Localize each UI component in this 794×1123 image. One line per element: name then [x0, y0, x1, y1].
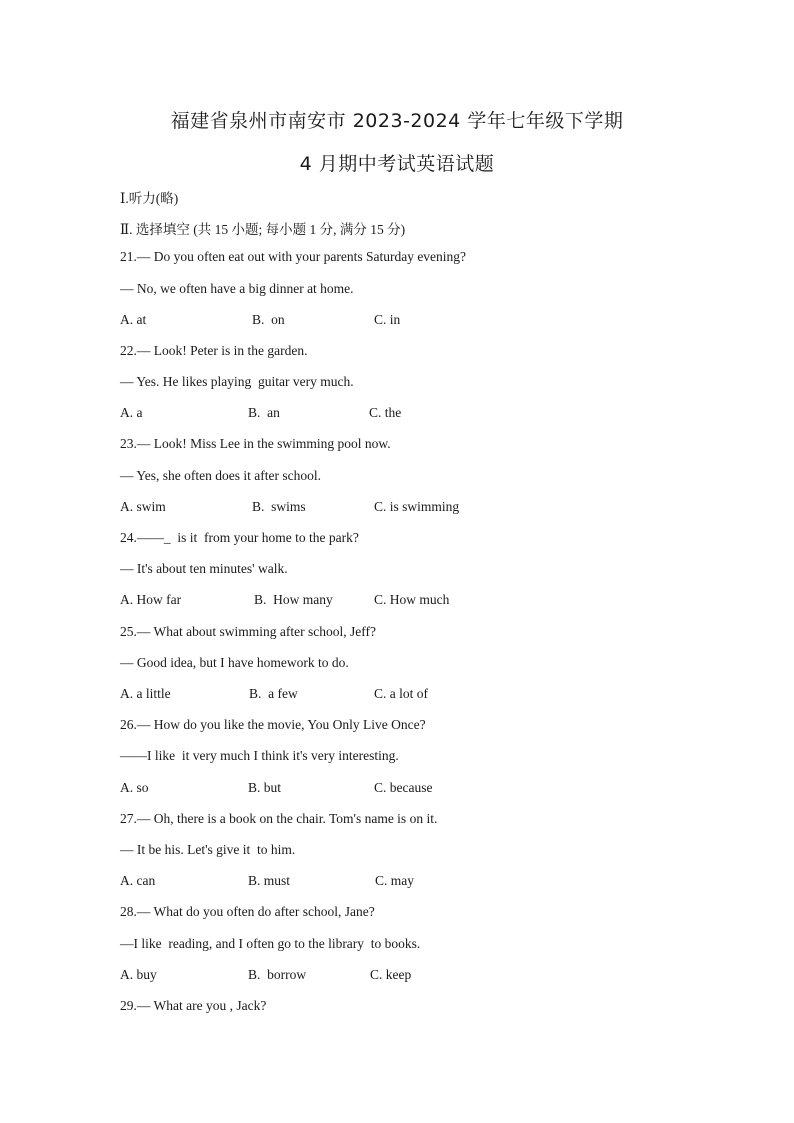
question-23: 23.— Look! Miss Lee in the swimming pool now. — [120, 436, 391, 451]
option-23-c: C. is swimming — [374, 499, 460, 514]
response-25: — Good idea, but I have homework to do. — [120, 655, 349, 670]
section-multiple-choice: Ⅱ. 选择填空 (共 15 小题; 每小题 1 分, 满分 15 分) — [120, 222, 406, 237]
option-21-b: B. on — [252, 312, 285, 327]
section-listening: Ⅰ.听力(略) — [120, 191, 179, 206]
option-27-c: C. may — [375, 873, 414, 888]
option-26-b: B. but — [248, 780, 282, 795]
option-21-a: A. at — [120, 312, 147, 327]
option-24-c: C. How much — [374, 592, 450, 607]
option-24-a: A. How far — [120, 592, 182, 607]
option-25-b: B. a few — [249, 686, 298, 701]
response-22: — Yes. He likes playing guitar very much. — [120, 374, 354, 389]
option-24-b: B. How many — [254, 592, 333, 607]
option-26-c: C. because — [374, 780, 433, 795]
response-24: — It's about ten minutes' walk. — [120, 561, 288, 576]
option-22-c: C. the — [369, 405, 402, 420]
option-23-b: B. swims — [252, 499, 306, 514]
question-25: 25.— What about swimming after school, Jeff? — [120, 624, 376, 639]
document-title-line2: 4 月期中考试英语试题 — [299, 153, 495, 175]
response-21: — No, we often have a big dinner at home. — [120, 281, 354, 296]
option-23-a: A. swim — [120, 499, 166, 514]
option-26-a: A. so — [120, 780, 149, 795]
response-27: — It be his. Let's give it to him. — [120, 842, 296, 857]
option-28-a: A. buy — [120, 967, 157, 982]
option-25-a: A. a little — [120, 686, 171, 701]
question-26: 26.— How do you like the movie, You Only Live Once? — [120, 717, 426, 732]
response-23: — Yes, she often does it after school. — [120, 468, 321, 483]
response-26: ——I like it very much I think it's very interesting. — [120, 748, 399, 763]
question-21: 21.— Do you often eat out with your parents Saturday evening? — [120, 249, 467, 264]
question-24: 24.——_ is it from your home to the park? — [120, 530, 359, 545]
question-22: 22.— Look! Peter is in the garden. — [120, 343, 308, 358]
option-22-b: B. an — [248, 405, 280, 420]
option-21-c: C. in — [374, 312, 401, 327]
option-28-c: C. keep — [370, 967, 412, 982]
option-27-a: A. can — [120, 873, 156, 888]
option-27-b: B. must — [248, 873, 291, 888]
option-22-a: A. a — [120, 405, 143, 420]
document-title-line1: 福建省泉州市南安市 2023-2024 学年七年级下学期 — [170, 110, 624, 132]
response-28: —I like reading, and I often go to the library to books. — [120, 936, 421, 951]
option-25-c: C. a lot of — [374, 686, 428, 701]
question-27: 27.— Oh, there is a book on the chair. Tom's name is on it. — [120, 811, 438, 826]
option-28-b: B. borrow — [248, 967, 307, 982]
question-28: 28.— What do you often do after school, Jane? — [120, 904, 375, 919]
question-29: 29.— What are you , Jack? — [120, 998, 267, 1013]
